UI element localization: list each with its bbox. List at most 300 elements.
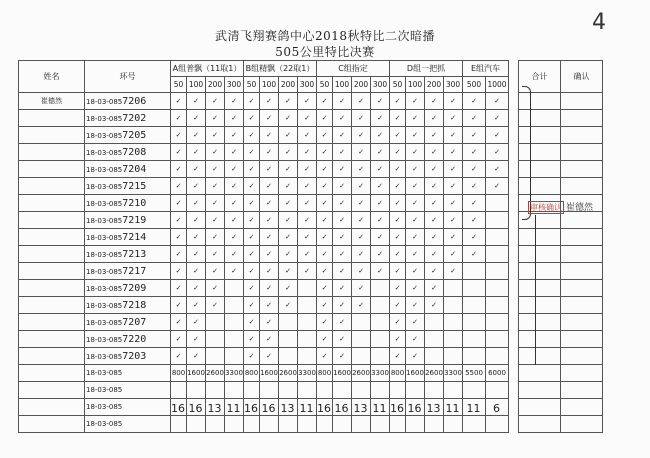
check-mark: ✓ bbox=[390, 93, 406, 110]
ring-number bbox=[85, 110, 171, 127]
check-mark: ✓ bbox=[187, 263, 206, 280]
check-mark: ✓ bbox=[406, 246, 425, 263]
empty-cell bbox=[425, 382, 444, 399]
check-mark: ✓ bbox=[406, 195, 425, 212]
header-amount: 50 bbox=[317, 77, 333, 93]
ring-number: 18-03-085 bbox=[85, 365, 171, 382]
empty-cell bbox=[298, 348, 317, 365]
check-mark: ✓ bbox=[352, 161, 371, 178]
check-mark: ✓ bbox=[317, 280, 333, 297]
check-mark: ✓ bbox=[244, 280, 260, 297]
check-mark: ✓ bbox=[444, 161, 463, 178]
empty-cell bbox=[463, 263, 486, 280]
check-mark: ✓ bbox=[371, 127, 390, 144]
table-row bbox=[19, 331, 603, 348]
check-mark: ✓ bbox=[206, 93, 225, 110]
bettor-name bbox=[19, 178, 85, 195]
check-mark: ✓ bbox=[171, 144, 187, 161]
column-total: 13 bbox=[426, 402, 441, 415]
ring-suffix: 7213 bbox=[122, 248, 147, 260]
check-mark: ✓ bbox=[390, 195, 406, 212]
table-row bbox=[19, 110, 603, 127]
check-mark: ✓ bbox=[371, 144, 390, 161]
confirm-cell bbox=[561, 297, 603, 314]
column-total: 11 bbox=[299, 402, 314, 415]
amount-cell: 2600 bbox=[206, 365, 225, 382]
confirm-cell bbox=[561, 229, 603, 246]
empty-cell bbox=[463, 348, 486, 365]
header-amount: 300 bbox=[225, 77, 244, 93]
check-mark: ✓ bbox=[206, 195, 225, 212]
check-mark: ✓ bbox=[187, 144, 206, 161]
check-mark: ✓ bbox=[390, 331, 406, 348]
bettor-name bbox=[19, 382, 85, 399]
check-mark: ✓ bbox=[444, 93, 463, 110]
check-mark: ✓ bbox=[371, 178, 390, 195]
check-mark: ✓ bbox=[187, 331, 206, 348]
check-mark: ✓ bbox=[406, 110, 425, 127]
check-mark: ✓ bbox=[260, 297, 279, 314]
check-mark: ✓ bbox=[406, 93, 425, 110]
header-amount: 50 bbox=[390, 77, 406, 93]
header-total: 合计 bbox=[519, 61, 561, 93]
check-mark: ✓ bbox=[244, 314, 260, 331]
header-amount: 200 bbox=[279, 77, 298, 93]
check-mark: ✓ bbox=[333, 331, 352, 348]
empty-cell bbox=[463, 280, 486, 297]
empty-cell bbox=[444, 280, 463, 297]
header-group-d: D组一把抓 bbox=[390, 61, 463, 77]
check-mark: ✓ bbox=[444, 212, 463, 229]
check-mark: ✓ bbox=[171, 297, 187, 314]
empty-cell bbox=[486, 263, 509, 280]
empty-cell bbox=[486, 280, 509, 297]
amount-cell: 1600 bbox=[187, 365, 206, 382]
amount-cell: 800 bbox=[244, 365, 260, 382]
ring-suffix: 7207 bbox=[122, 316, 147, 328]
total-cell bbox=[519, 382, 561, 399]
total-cell bbox=[519, 314, 561, 331]
gap-cell bbox=[509, 161, 519, 178]
check-mark: ✓ bbox=[390, 297, 406, 314]
ring-suffix: 7214 bbox=[122, 231, 147, 243]
table-row bbox=[19, 314, 603, 331]
ring-suffix: 7205 bbox=[122, 129, 147, 141]
check-mark: ✓ bbox=[187, 314, 206, 331]
check-mark: ✓ bbox=[260, 110, 279, 127]
check-mark: ✓ bbox=[444, 127, 463, 144]
bettor-name bbox=[19, 161, 85, 178]
check-mark: ✓ bbox=[225, 263, 244, 280]
confirm-cell bbox=[561, 280, 603, 297]
column-total: 13 bbox=[353, 402, 368, 415]
check-mark: ✓ bbox=[390, 127, 406, 144]
ring-number bbox=[85, 314, 171, 331]
check-mark: ✓ bbox=[371, 263, 390, 280]
empty-cell bbox=[279, 314, 298, 331]
check-mark: ✓ bbox=[317, 246, 333, 263]
check-mark: ✓ bbox=[333, 110, 352, 127]
check-mark: ✓ bbox=[406, 161, 425, 178]
check-mark: ✓ bbox=[333, 127, 352, 144]
amount-cell: 800 bbox=[317, 365, 333, 382]
check-mark: ✓ bbox=[171, 161, 187, 178]
check-mark: ✓ bbox=[187, 212, 206, 229]
ring-suffix: 7217 bbox=[122, 265, 147, 277]
gap-cell bbox=[509, 246, 519, 263]
ring-prefix: 18-03-085 bbox=[86, 148, 123, 157]
amount-cell: 2600 bbox=[352, 365, 371, 382]
table-row bbox=[19, 127, 603, 144]
empty-cell bbox=[279, 382, 298, 399]
confirm-cell bbox=[561, 161, 603, 178]
empty-cell bbox=[486, 246, 509, 263]
empty-cell bbox=[486, 314, 509, 331]
check-mark: ✓ bbox=[171, 331, 187, 348]
amount-cell: 1600 bbox=[333, 365, 352, 382]
column-total: 16 bbox=[334, 402, 349, 415]
check-mark: ✓ bbox=[352, 297, 371, 314]
empty-cell bbox=[463, 314, 486, 331]
confirm-cell bbox=[561, 331, 603, 348]
check-mark: ✓ bbox=[244, 331, 260, 348]
ring-prefix: 18-03-085 bbox=[86, 335, 123, 344]
check-mark: ✓ bbox=[463, 229, 486, 246]
confirm-cell bbox=[561, 212, 603, 229]
empty-cell bbox=[486, 348, 509, 365]
empty-cell bbox=[371, 314, 390, 331]
bettor-name bbox=[19, 246, 85, 263]
check-mark: ✓ bbox=[298, 246, 317, 263]
ring-number bbox=[85, 246, 171, 263]
check-mark: ✓ bbox=[390, 314, 406, 331]
empty-cell bbox=[486, 297, 509, 314]
header-amount: 100 bbox=[187, 77, 206, 93]
check-mark: ✓ bbox=[279, 93, 298, 110]
check-mark: ✓ bbox=[333, 93, 352, 110]
empty-cell bbox=[371, 297, 390, 314]
check-mark: ✓ bbox=[171, 212, 187, 229]
check-mark: ✓ bbox=[171, 348, 187, 365]
ring-number bbox=[85, 144, 171, 161]
table-row bbox=[19, 382, 603, 399]
empty-cell bbox=[425, 348, 444, 365]
header-amount: 200 bbox=[206, 77, 225, 93]
check-mark: ✓ bbox=[371, 110, 390, 127]
ring-prefix: 18-03-085 bbox=[86, 114, 123, 123]
check-mark: ✓ bbox=[317, 348, 333, 365]
empty-cell bbox=[486, 195, 509, 212]
check-mark: ✓ bbox=[225, 229, 244, 246]
empty-cell bbox=[406, 382, 425, 399]
check-mark: ✓ bbox=[298, 110, 317, 127]
bettor-name bbox=[19, 365, 85, 382]
empty-cell bbox=[298, 314, 317, 331]
check-mark: ✓ bbox=[298, 178, 317, 195]
empty-cell bbox=[187, 382, 206, 399]
check-mark: ✓ bbox=[406, 263, 425, 280]
check-mark: ✓ bbox=[444, 178, 463, 195]
ring-number bbox=[85, 229, 171, 246]
check-mark: ✓ bbox=[486, 161, 509, 178]
bettor-name bbox=[19, 263, 85, 280]
check-mark: ✓ bbox=[352, 93, 371, 110]
bet-table bbox=[18, 60, 603, 433]
ring-suffix: 7203 bbox=[122, 350, 147, 362]
empty-cell bbox=[333, 382, 352, 399]
check-mark: ✓ bbox=[171, 229, 187, 246]
check-mark: ✓ bbox=[371, 246, 390, 263]
amount-cell: 6000 bbox=[486, 365, 509, 382]
check-mark: ✓ bbox=[463, 93, 486, 110]
check-mark: ✓ bbox=[206, 161, 225, 178]
check-mark: ✓ bbox=[298, 161, 317, 178]
gap-cell bbox=[509, 382, 519, 399]
confirm-cell bbox=[561, 246, 603, 263]
ring-prefix: 18-03-085 bbox=[86, 284, 123, 293]
table-row bbox=[19, 280, 603, 297]
check-mark: ✓ bbox=[317, 144, 333, 161]
empty-cell bbox=[225, 314, 244, 331]
check-mark: ✓ bbox=[444, 263, 463, 280]
check-mark: ✓ bbox=[244, 144, 260, 161]
check-mark: ✓ bbox=[317, 212, 333, 229]
column-totals bbox=[0, 402, 650, 422]
check-mark: ✓ bbox=[352, 178, 371, 195]
check-mark: ✓ bbox=[463, 144, 486, 161]
check-mark: ✓ bbox=[317, 127, 333, 144]
check-mark: ✓ bbox=[333, 195, 352, 212]
empty-cell bbox=[279, 331, 298, 348]
ring-suffix: 7206 bbox=[122, 95, 147, 107]
header-group-a: A组普飘（11取1） bbox=[171, 61, 244, 77]
empty-cell bbox=[486, 382, 509, 399]
ring-prefix: 18-03-085 bbox=[86, 250, 123, 259]
check-mark: ✓ bbox=[225, 110, 244, 127]
check-mark: ✓ bbox=[463, 212, 486, 229]
confirm-cell bbox=[561, 365, 603, 382]
check-mark: ✓ bbox=[333, 229, 352, 246]
empty-cell bbox=[352, 314, 371, 331]
empty-cell bbox=[444, 331, 463, 348]
check-mark: ✓ bbox=[298, 212, 317, 229]
total-cell bbox=[519, 229, 561, 246]
header-amount: 300 bbox=[298, 77, 317, 93]
bettor-name bbox=[19, 127, 85, 144]
empty-cell bbox=[225, 280, 244, 297]
confirm-cell bbox=[561, 178, 603, 195]
ring-prefix: 18-03-085 bbox=[86, 267, 123, 276]
table-row bbox=[19, 348, 603, 365]
check-mark: ✓ bbox=[260, 127, 279, 144]
amount-cell: 800 bbox=[390, 365, 406, 382]
confirm-cell bbox=[561, 93, 603, 110]
empty-cell bbox=[206, 382, 225, 399]
check-mark: ✓ bbox=[486, 93, 509, 110]
confirm-cell bbox=[561, 127, 603, 144]
check-mark: ✓ bbox=[260, 161, 279, 178]
check-mark: ✓ bbox=[244, 93, 260, 110]
empty-cell bbox=[260, 382, 279, 399]
header-amount: 100 bbox=[406, 77, 425, 93]
column-total: 11 bbox=[445, 402, 460, 415]
amount-cell: 3300 bbox=[371, 365, 390, 382]
check-mark: ✓ bbox=[425, 246, 444, 263]
header-amount: 500 bbox=[463, 77, 486, 93]
check-mark: ✓ bbox=[187, 127, 206, 144]
check-mark: ✓ bbox=[425, 127, 444, 144]
check-mark: ✓ bbox=[171, 127, 187, 144]
check-mark: ✓ bbox=[352, 263, 371, 280]
table-row bbox=[19, 297, 603, 314]
empty-cell bbox=[371, 331, 390, 348]
check-mark: ✓ bbox=[206, 178, 225, 195]
check-mark: ✓ bbox=[352, 280, 371, 297]
check-mark: ✓ bbox=[406, 127, 425, 144]
check-mark: ✓ bbox=[333, 314, 352, 331]
check-mark: ✓ bbox=[279, 280, 298, 297]
gap-cell bbox=[509, 348, 519, 365]
check-mark: ✓ bbox=[425, 263, 444, 280]
empty-cell bbox=[352, 348, 371, 365]
check-mark: ✓ bbox=[486, 144, 509, 161]
check-mark: ✓ bbox=[171, 246, 187, 263]
check-mark: ✓ bbox=[390, 144, 406, 161]
table-row bbox=[19, 93, 603, 110]
header-confirm: 确认 bbox=[561, 61, 603, 93]
empty-cell bbox=[225, 331, 244, 348]
ring-suffix: 7219 bbox=[122, 214, 147, 226]
check-mark: ✓ bbox=[225, 178, 244, 195]
empty-cell bbox=[206, 314, 225, 331]
empty-cell bbox=[298, 331, 317, 348]
check-mark: ✓ bbox=[244, 195, 260, 212]
amount-row bbox=[19, 365, 603, 382]
ring-prefix: 18-03-085 bbox=[86, 97, 123, 106]
check-mark: ✓ bbox=[298, 263, 317, 280]
check-mark: ✓ bbox=[187, 246, 206, 263]
check-mark: ✓ bbox=[444, 246, 463, 263]
check-mark: ✓ bbox=[317, 195, 333, 212]
header-amount: 200 bbox=[425, 77, 444, 93]
amount-cell: 1600 bbox=[260, 365, 279, 382]
ring-suffix: 7202 bbox=[122, 112, 147, 124]
header-amount: 1000 bbox=[486, 77, 509, 93]
column-total: 13 bbox=[280, 402, 295, 415]
total-cell bbox=[519, 297, 561, 314]
confirm-cell bbox=[561, 348, 603, 365]
check-mark: ✓ bbox=[371, 229, 390, 246]
ring-number bbox=[85, 195, 171, 212]
header-amount: 100 bbox=[260, 77, 279, 93]
check-mark: ✓ bbox=[260, 246, 279, 263]
ring-suffix: 7220 bbox=[122, 333, 147, 345]
check-mark: ✓ bbox=[244, 297, 260, 314]
check-mark: ✓ bbox=[279, 263, 298, 280]
gap-cell bbox=[509, 212, 519, 229]
check-mark: ✓ bbox=[444, 110, 463, 127]
check-mark: ✓ bbox=[352, 144, 371, 161]
empty-cell bbox=[206, 348, 225, 365]
table-row bbox=[19, 161, 603, 178]
bettor-name bbox=[19, 297, 85, 314]
check-mark: ✓ bbox=[171, 93, 187, 110]
check-mark: ✓ bbox=[260, 178, 279, 195]
empty-cell bbox=[298, 280, 317, 297]
check-mark: ✓ bbox=[390, 229, 406, 246]
check-mark: ✓ bbox=[206, 144, 225, 161]
check-mark: ✓ bbox=[187, 229, 206, 246]
bettor-name bbox=[19, 280, 85, 297]
ring-number bbox=[85, 93, 171, 110]
table-row bbox=[19, 229, 603, 246]
empty-cell bbox=[463, 382, 486, 399]
check-mark: ✓ bbox=[260, 348, 279, 365]
check-mark: ✓ bbox=[317, 93, 333, 110]
ring-prefix: 18-03-085 bbox=[86, 165, 123, 174]
check-mark: ✓ bbox=[406, 280, 425, 297]
check-mark: ✓ bbox=[333, 178, 352, 195]
check-mark: ✓ bbox=[171, 178, 187, 195]
column-total: 16 bbox=[244, 402, 258, 415]
check-mark: ✓ bbox=[244, 348, 260, 365]
table-row bbox=[19, 246, 603, 263]
amount-cell: 1600 bbox=[406, 365, 425, 382]
check-mark: ✓ bbox=[463, 161, 486, 178]
header-amount: 300 bbox=[444, 77, 463, 93]
ring-number bbox=[85, 178, 171, 195]
empty-cell bbox=[244, 382, 260, 399]
gap-cell bbox=[509, 365, 519, 382]
empty-cell bbox=[444, 297, 463, 314]
check-mark: ✓ bbox=[187, 161, 206, 178]
check-mark: ✓ bbox=[425, 280, 444, 297]
table-row bbox=[19, 144, 603, 161]
check-mark: ✓ bbox=[406, 348, 425, 365]
empty-cell bbox=[298, 382, 317, 399]
gap-cell bbox=[509, 331, 519, 348]
ring-prefix: 18-03-085 bbox=[86, 216, 123, 225]
check-mark: ✓ bbox=[390, 212, 406, 229]
empty-cell bbox=[225, 348, 244, 365]
empty-cell bbox=[171, 382, 187, 399]
check-mark: ✓ bbox=[425, 195, 444, 212]
check-mark: ✓ bbox=[463, 127, 486, 144]
ring-suffix: 7208 bbox=[122, 146, 147, 158]
check-mark: ✓ bbox=[171, 314, 187, 331]
check-mark: ✓ bbox=[187, 348, 206, 365]
check-mark: ✓ bbox=[225, 161, 244, 178]
check-mark: ✓ bbox=[206, 263, 225, 280]
empty-cell bbox=[225, 382, 244, 399]
check-mark: ✓ bbox=[206, 280, 225, 297]
bettor-name bbox=[19, 348, 85, 365]
ring-suffix: 7209 bbox=[122, 282, 147, 294]
header-amount: 50 bbox=[244, 77, 260, 93]
check-mark: ✓ bbox=[333, 348, 352, 365]
header-amount: 50 bbox=[171, 77, 187, 93]
ring-number bbox=[85, 331, 171, 348]
check-mark: ✓ bbox=[244, 161, 260, 178]
check-mark: ✓ bbox=[390, 110, 406, 127]
amount-cell: 3300 bbox=[225, 365, 244, 382]
check-mark: ✓ bbox=[225, 212, 244, 229]
empty-cell bbox=[225, 297, 244, 314]
amount-cell: 800 bbox=[171, 365, 187, 382]
check-mark: ✓ bbox=[279, 110, 298, 127]
check-mark: ✓ bbox=[317, 110, 333, 127]
confirm-cell bbox=[561, 110, 603, 127]
